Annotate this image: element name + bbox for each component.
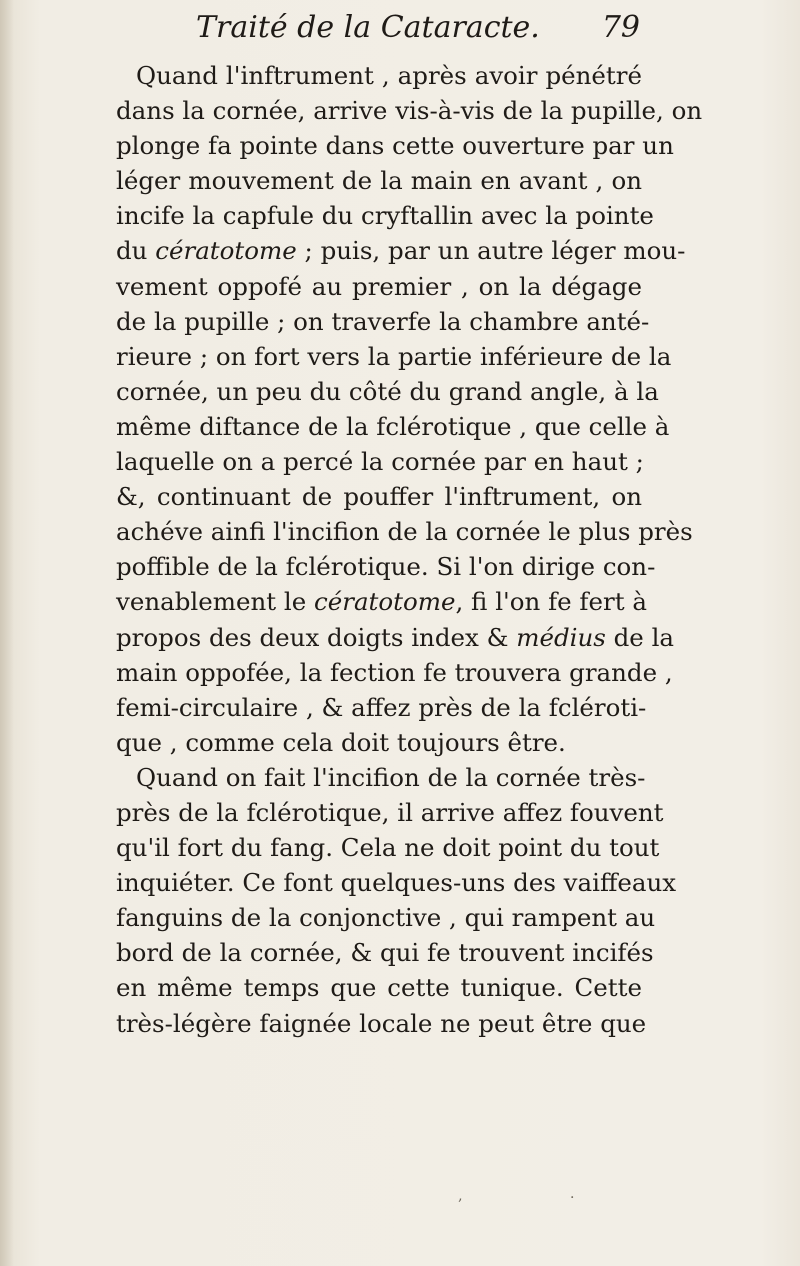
text-line: cornée, un peu du côté du grand angle, à la [116, 376, 659, 406]
text-line: dans la cornée, arrive vis-à-vis de la pupille, on [116, 96, 703, 126]
text-line: incife la capfule du cryftallin avec la pointe [116, 201, 654, 231]
text-line: achéve ainfi l'incifion de la cornée le plus près [116, 517, 693, 547]
text-line: même diftance de la fclérotique , que celle à [116, 411, 670, 441]
text-segment: propos des deux doigts index & [116, 622, 517, 652]
text-line: léger mouvement de la main en avant , on [116, 166, 642, 196]
text-line: de la pupille ; on traverfe la chambre anté- [116, 306, 650, 336]
stray-mark: · [570, 1190, 575, 1206]
text-line: plonge fa pointe dans cette ouverture par un [116, 131, 674, 161]
text-line: qu'il fort du fang. Cela ne doit point du tout [116, 833, 660, 863]
text-segment: du [116, 236, 156, 266]
text-line [116, 233, 686, 268]
text-line: inquiéter. Ce font quelques-uns des vaiffeaux [116, 868, 677, 898]
italic-term: cératotome [155, 236, 297, 266]
text-line: &, continuant de pouffer l'inftrument, on [116, 482, 642, 512]
text-segment: ; puis, par un autre léger mou- [296, 236, 686, 266]
text-line: bord de la cornée, & qui fe trouvent incifés [116, 938, 654, 968]
running-header [196, 8, 640, 48]
text-line: laquelle on a percé la cornée par en haut ; [116, 447, 644, 477]
text-line: très-légère faignée locale ne peut être que [116, 1008, 647, 1038]
italic-term: médius [516, 622, 606, 652]
text-line: rieure ; on fort vers la partie inférieure de la [116, 341, 672, 371]
page-gutter-shadow [0, 0, 14, 1266]
text-line: vement oppofé au premier , on la dégage [116, 271, 642, 301]
text-line: près de la fclérotique, il arrive affez fouvent [116, 797, 664, 827]
running-title: Traité de la Cataracte. [196, 10, 540, 45]
text-line: Quand l'inftrument , après avoir pénétré [136, 61, 642, 90]
stray-mark: ‚ [458, 1188, 463, 1204]
text-line: Quand on fait l'incifion de la cornée très- [136, 762, 646, 792]
page-number: 79 [601, 10, 640, 45]
text-line: fanguins de la conjonctive , qui rampent au [116, 903, 656, 933]
text-segment: de la [605, 622, 675, 652]
body-text [116, 58, 703, 1041]
text-line: poffible de la fclérotique. Si l'on dirige con- [116, 552, 656, 582]
text-line: femi-circulaire , & affez près de la fcléroti- [116, 692, 647, 722]
text-line [116, 620, 675, 655]
text-segment: venablement le [116, 587, 315, 617]
text-line: en même temps que cette tunique. Cette [116, 973, 642, 1003]
text-line: que , comme cela doit toujours être. [116, 727, 566, 757]
italic-term: cératotome [314, 587, 456, 617]
text-line: main oppofée, la fection fe trouvera grande , [116, 657, 673, 687]
text-line [116, 584, 647, 619]
text-segment: , fi l'on fe fert à [455, 587, 647, 617]
